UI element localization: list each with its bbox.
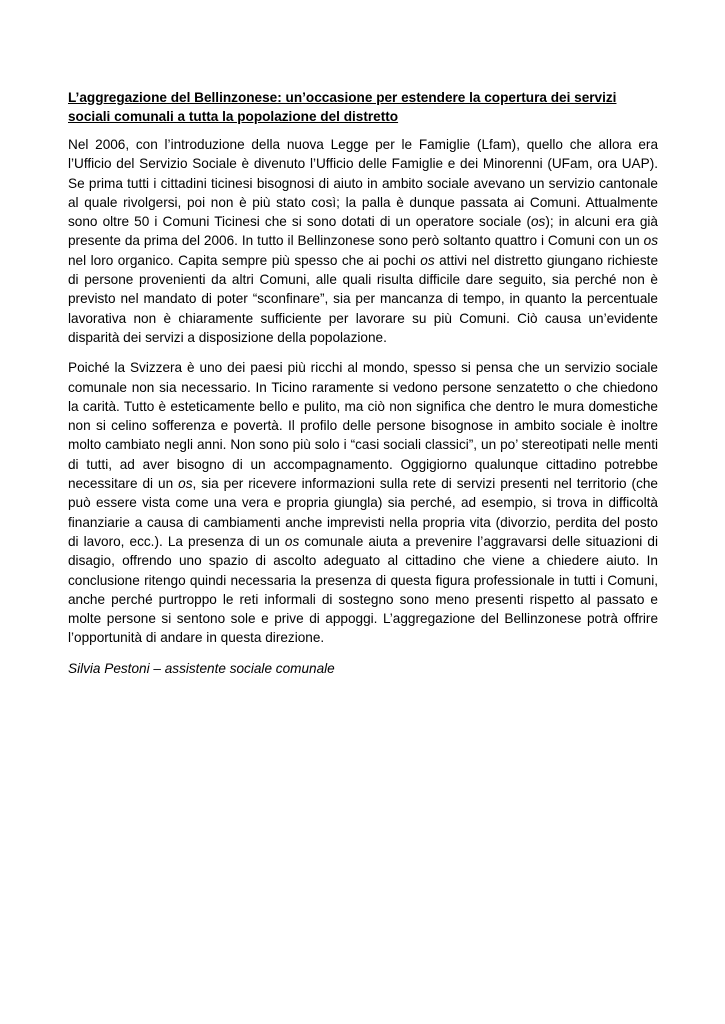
paragraph-1 xyxy=(68,135,658,347)
os-term: os xyxy=(420,252,435,268)
os-term: os xyxy=(284,533,300,549)
document-page xyxy=(68,88,658,678)
os-term: os xyxy=(643,233,658,249)
paragraph-2-text-c: comunale aiuta a prevenire l’aggravarsi delle situazioni di disagio, offrendo uno spazio di ascolto adeguato al cittadino che viene a chiedere aiuto. In conclusione ritengo quindi necessaria la presenza di questa figura professionale in tutti i Comuni, anche perché purtroppo le reti informali di sostegno sono meno presenti rispetto al passato e molte persone si sentono sole e prive di appoggi. L’aggregazione del Bellinzonese potrà offrire l’opportunità di andare in questa direzione. xyxy=(68,533,658,646)
os-term: os xyxy=(178,476,193,492)
signature: Silvia Pestoni – assistente sociale comunale xyxy=(68,660,335,676)
paragraph-2 xyxy=(68,358,658,647)
paragraph-1-text-c: nel loro organico. Capita sempre più spesso che ai pochi xyxy=(68,252,421,268)
paragraph-2-text-a: Poiché la Svizzera è uno dei paesi più ricchi al mondo, spesso si pensa che un servizio sociale comunale non sia necessario. In Ticino raramente si vedono persone senzatetto o che chiedono la carità. Tutto è esteticamente bello e pulito, ma ciò non significa che dentro le mura domestiche non si celino sofferenza e povertà. Il profilo delle persone bisognose in ambito sociale è inoltre molto cambiato negli anni. Non sono più solo i “casi sociali classici”, un po’ stereotipati nelle menti di tutti, ad aver bisogno di un accompagnamento. Oggigiorno qualunque cittadino potrebbe necessitare di un xyxy=(68,360,658,492)
os-term: os xyxy=(531,214,546,230)
paragraph-1-text-d: attivi nel distretto giungano richieste di persone provenienti da altri Comuni, alle quali risulta difficile dare seguito, sia perché non è previsto nel mandato di poter “sconfinare”, sia per mancanza di tempo, in quanto la percentuale lavorativa non è chiaramente sufficiente per lavorare su più Comuni. Ciò causa un’evidente disparità dei servizi a disposizione della popolazione. xyxy=(68,252,659,345)
paragraph-2-text-b: , sia per ricevere informazioni sulla rete di servizi presenti nel territorio (che può essere vista come una vera e propria giungla) sia perché, ad esempio, si trova in difficoltà finanziarie a causa di cambiamenti anche imprevisti nella propria vita (divorzio, perdita del posto di lavoro, ecc.). La presenza di un xyxy=(68,476,658,549)
paragraph-1-text-b: ); in alcuni era già presente da prima del 2006. In tutto il Bellinzonese sono però soltanto quattro i Comuni con un xyxy=(68,214,658,249)
document-title: L’aggregazione del Bellinzonese: un’occasione per estendere la copertura dei servizi sociali comunali a tutta la popolazione del distretto xyxy=(68,90,617,124)
paragraph-1-text-a: Nel 2006, con l’introduzione della nuova Legge per le Famiglie (Lfam), quello che allora era l’Ufficio del Servizio Sociale è divenuto l’Ufficio delle Famiglie e dei Minorenni (UFam, ora UAP). Se prima tutti i cittadini ticinesi bisognosi di aiuto in ambito sociale avevano un servizio cantonale al quale rivolgersi, poi non è più stato così; la palla è dunque passata ai Comuni. Attualmente sono oltre 50 i Comuni Ticinesi che si sono dotati di un operatore sociale ( xyxy=(68,137,658,230)
